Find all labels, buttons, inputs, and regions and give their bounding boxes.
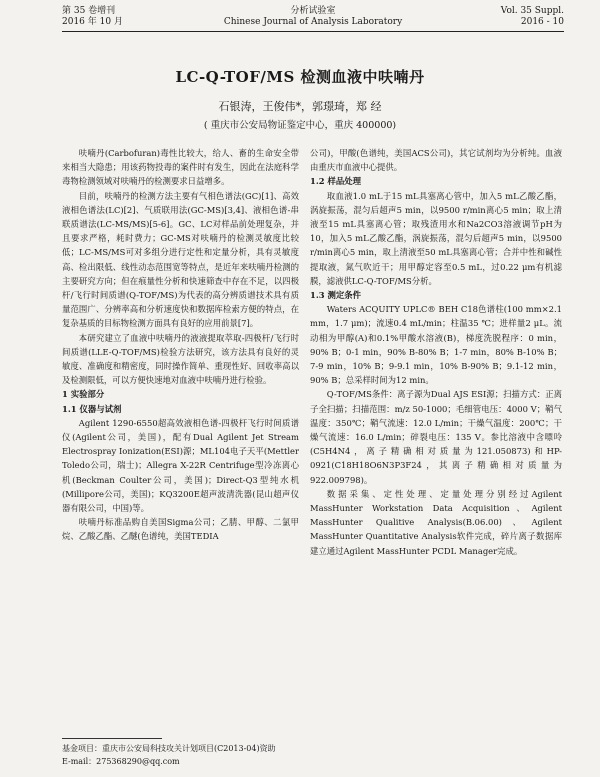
paragraph: 公司)，甲酸(色谱纯，美国ACS公司)，其它试剂均为分析纯。血液由重庆市血液中心提供。 [310,148,562,173]
paragraph: Agilent 1290-6550超高效液相色谱-四极杆飞行时间质谱仪(Agilent公司，美国)，配有Dual Agilent Jet Stream Electrospray Ionization(ESI)源；ML104电子天平(Mettler Toledo公司，瑞士)；Allegra X-22R Centrifuge型冷冻离心机(Beckman Coulter公司，美国)；Direct-Q3型纯水机(Millipore公司，美国)；KQ3200E超声波清洗器(昆山超声仪器有限公司，中国)等。 [62,417,299,514]
journal-volume-en: Vol. 35 Suppl. 2016 - 10 [500,6,564,27]
subsection-heading: 1.3 测定条件 [310,290,361,301]
paragraph: 数据采集、定性处理、定量处理分别经过Agilent MassHunter Workstation Data Acquisition、Agilent MassHunter Qualitive Analysis(B.06.00)、Agilent MassHunter Quantitative Analysis软件完成，碎片离子数据库建立通过Agilent MassHunter PCDL Manager完成。 [310,488,562,556]
section-heading: 1 实验部分 [62,389,105,400]
subsection-heading: 1.1 仪器与试剂 [62,403,122,414]
article-title: LC-Q-TOF/MS 检测血液中呋喃丹 [175,68,425,86]
paragraph: 本研究建立了血液中呋喃丹的液液提取萃取-四极杆/飞行时间质谱(LLE-Q-TOF/MS)检验方法研究，该方法具有良好的灵敏度、准确度和精密度，同时操作简单、重现性好、回收率高以及检测限低，可以方便快速地对血液中呋喃丹进行检验。 [62,332,299,386]
paragraph: 呋喃丹标准品购自美国Sigma公司；乙腈、甲醇、二氯甲烷、乙酸乙酯、乙醚(色谱纯，美国TEDIA [62,517,299,542]
footnote [62,742,276,768]
paragraph: Waters ACQUITY UPLC® BEH C18色谱柱(100 mm×2.1 mm，1.7 μm)；流速0.4 mL/min；柱温35 ℃；进样量2 μL。流动相为甲醇(A)和0.1%甲酸水溶液(B)，梯度洗脱程序：0 min，90% B；0-1 min，90% B-80% B；1-7 min，80% B-10% B；7-9 min，10% B；9-9.1 min，10% B-90% B；9.1-12 min，90% B；总采样时间为12 min。 [310,304,562,386]
paragraph: 取血液1.0 mL于15 mL具塞离心管中，加入5 mL乙酸乙酯，涡旋振荡，混匀后超声5 min，以9500 r/min离心5 min；取上清液至15 mL具塞离心管；取残渣用水和Na2CO3溶液调节pH为10，加入5 mL乙酸乙酯，涡旋振荡，混匀后超声5 min，以9500 r/min离心5 min，取上清液至50 mL具塞离心管；合并中性和碱性提取液，氮气吹近干；用甲醇定容至0.5 mL，过0.22 μm有机滤膜，滤液供LC-Q-TOF/MS分析。 [310,190,562,286]
email-note: E-mail：275368290@qq.com [62,757,180,766]
article-authors: 石银涛，王俊伟*，郭璟琦，郑 经 [218,100,382,113]
article-affiliation: ( 重庆市公安局物证鉴定中心，重庆 400000) [203,120,397,131]
journal-volume: 第 35 卷增刊 2016 年 10 月 [62,6,123,27]
footnote-divider [62,738,162,739]
header-divider [62,31,564,32]
journal-name: 分析试验室 Chinese Journal of Analysis Laboratory [223,6,403,27]
left-column [62,146,299,544]
paragraph: 呋喃丹(Carbofuran)毒性比较大，给人、畜的生命安全带来相当大隐患；用该药物投毒的案件时有发生，因此在法庭科学毒物检测领域对呋喃丹的检测要求日益增多。 [62,148,299,187]
funding-note: 基金项目：重庆市公安局科技攻关计划项目(C2013-04)资助 [62,744,276,753]
paragraph: 目前，呋喃丹的检测方法主要有气相色谱法(GC)[1]、高效液相色谱法(LC)[2]、气质联用法(GC-MS)[3,4]、液相色谱-串联质谱法(LC-MS/MS)[5-6]。GC、LC对样品前处理复杂，并且要求严格，耗时费力；GC-MS对呋喃丹的检测灵敏度比较低；LC-MS/MS可对多组分进行定性和定量分析，具有灵敏度高、检出限低、线性动态范围宽等特点，是近年来呋喃丹检测的主要研究方向；但在痕量性分析和快速筛查中存在不足，以四极杆/飞行时间质谱(Q-TOF/MS)为代表的高分辨质谱技术具有质量范围广、分辨率高和分析速度快和数据库检索方便的特点，在复杂基质的目标物检测方面具有良好的应用前景[7]。 [62,190,299,329]
paragraph: Q-TOF/MS条件：离子源为Dual AJS ESI源；扫描方式：正离子全扫描；扫描范围：m/z 50-1000；毛细管电压：4000 V；鞘气温度：350℃；鞘气流速：12.0 L/min；干燥气温度：200℃；干燥气流速：16.0 L/min；碎裂电压：135 V。参比溶液中含嘌呤(C5H4N4，离子精确相对质量为121.050873)和HP-0921(C18H18O6N3P3F24，其离子精确相对质量为922.009798)。 [310,389,562,485]
right-column [310,146,562,558]
subsection-heading: 1.2 样品处理 [310,176,361,187]
